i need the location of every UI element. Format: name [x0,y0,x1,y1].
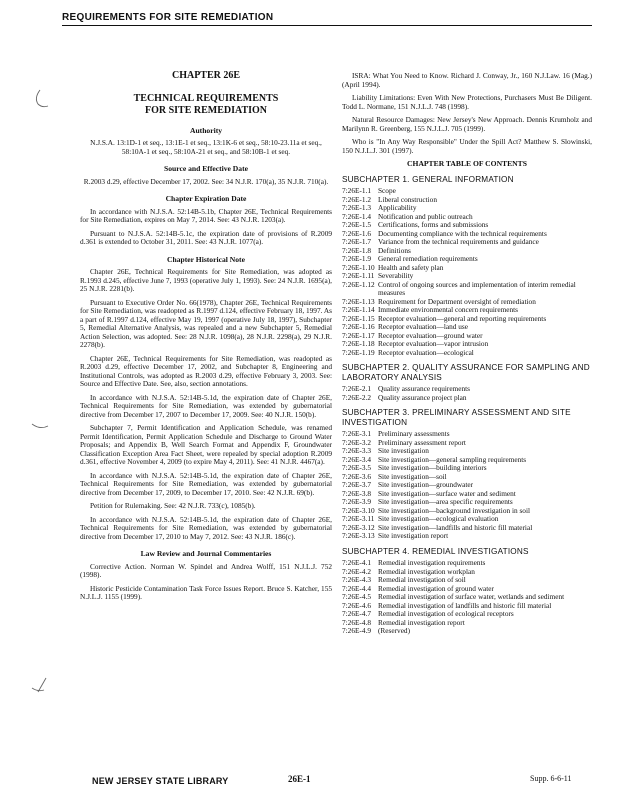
authority-text: N.J.S.A. 13:1D-1 et seq., 13:1E-1 et seq., 13:1K-6 et seq., 58:10-23.11a et seq., 58:10A-1 et seq., 58:10A-21 et seq., and 58:10B-1 et seq. [90,138,322,156]
section-number: 7:26E-3.3 [342,446,371,455]
section-title: Remedial investigation of ground water [378,583,494,593]
section-number: 7:26E-1.9 [342,254,371,263]
section-title: Site investigation report [378,531,449,540]
toc-entry [342,627,592,636]
margin-mark [30,88,52,110]
section-number: 7:26E-1.11 [342,271,375,280]
left-column [80,72,332,607]
section-title: Documenting compliance with the technical requirements [378,228,547,238]
section-number: 7:26E-2.1 [342,384,371,393]
section-title: Remedial investigation of surface water, wetlands and sediment [378,592,565,601]
section-number: 7:26E-1.17 [342,330,375,340]
section-title: Remedial investigation of ecological receptors [378,609,514,618]
margin-mark [30,676,52,696]
section-title: Receptor evaluation—ground water [378,330,483,340]
toc-heading: CHAPTER TABLE OF CONTENTS [407,159,527,168]
law-review-heading: Law Review and Journal Commentaries [140,549,272,558]
section-number: 7:26E-3.12 [342,522,375,532]
section-title: Remedial investigation workplan [378,566,475,576]
section-number: 7:26E-1.2 [342,194,371,204]
section-title: Site investigation—building interiors [378,463,487,472]
history-heading: Chapter Historical Note [167,254,245,264]
paragraph: Pursuant to Executive Order No. 66(1978), Chapter 26E, Technical Requirements for Site Remediation, was readopted as R.1997 d.124, effective February 18, 1997. As a part of R.1997 d.124, effective May 19, 1997 (operative July 18, 1997), Subchapter 5, Remedial Alternative Analysis, was repealed and a new Subchapter 5, Remedial Action Selection, was adopted. See: 28 N.J.R. 1098(a), 28 N.J.R. 2298(a), 29 N.J.R. 2278(b). [80,297,332,349]
section-number: 7:26E-1.5 [342,220,371,229]
section-title: Remedial investigation of landfills and historic fill material [378,600,552,610]
library-stamp: NEW JERSEY STATE LIBRARY [92,776,229,786]
chapter-title-line: FOR SITE REMEDIATION [144,104,268,116]
right-column [342,72,592,636]
section-title: Scope [378,186,396,195]
section-number: 7:26E-4.6 [342,600,371,610]
section-number: 7:26E-1.10 [342,262,375,272]
section-number: 7:26E-2.2 [342,392,371,402]
section-number: 7:26E-4.9 [342,626,371,635]
section-title: Site investigation—background investigation in soil [378,505,531,515]
section-title: Site investigation—area specific requirements [378,497,513,506]
subchapter-heading: SUBCHAPTER 4. REMEDIAL INVESTIGATIONS [342,546,529,556]
section-title: Immediate environmental concern requirements [378,305,519,314]
toc-entry [342,281,592,298]
section-title: Preliminary assessments [378,429,450,438]
section-title: Variance from the technical requirements and guidance [378,237,539,246]
authority-heading: Authority [189,125,223,135]
subchapter-heading: SUBCHAPTER 3. PRELIMINARY ASSESSMENT AND SITE INVESTIGATION [342,408,571,427]
supplement-date: Supp. 6-6-11 [530,774,572,783]
section-number: 7:26E-3.4 [342,454,371,464]
running-head: REQUIREMENTS FOR SITE REMEDIATION [62,12,592,26]
section-title: Requirement for Department oversight of remediation [378,296,536,306]
paragraph: Petition for Rulemaking. See: 42 N.J.R. 733(c), 1085(b). [90,501,256,510]
section-title: Site investigation—landfills and historic fill material [378,522,533,532]
section-title: Site investigation—soil [378,471,447,481]
section-title: Site investigation—general sampling requirements [378,454,527,464]
subchapter-heading: SUBCHAPTER 2. QUALITY ASSURANCE FOR SAMPLING AND LABORATORY ANALYSIS [342,363,590,382]
section-number: 7:26E-3.11 [342,514,375,523]
section-number: 7:26E-3.7 [342,480,371,489]
expiration-heading: Chapter Expiration Date [165,194,247,203]
section-number: 7:26E-1.19 [342,347,375,357]
paragraph: In accordance with N.J.S.A. 52:14B-5.1d, the expiration date of Chapter 26E, Technical Requirements for Site Remediation, was extended by gubernatorial directive from December 17, 2010 to May 7, 2012. See: 43 N.J.R. 186(c). [80,514,332,541]
section-number: 7:26E-3.2 [342,437,371,447]
subchapter-heading: SUBCHAPTER 1. GENERAL INFORMATION [342,174,514,184]
section-title: (Reserved) [378,626,411,635]
section-title: Site investigation—ecological evaluation [378,514,499,523]
chapter-title [80,93,332,117]
source-heading: Source and Effective Date [163,164,248,173]
section-title: Definitions [378,245,411,255]
section-number: 7:26E-3.8 [342,488,371,498]
section-number: 7:26E-1.13 [342,296,375,306]
section-title: Certifications, forms and submissions [378,220,489,229]
paragraph: In accordance with N.J.S.A. 52:14B-5.1d, the expiration date of Chapter 26E, Technical Requirements for Site Remediation, was extended by gubernatorial directive from December 17, 2007 to December 17, 2009. See: 40 N.J.R. 150(b). [80,392,332,419]
toc-entry [342,532,592,541]
section-number: 7:26E-1.12 [342,279,375,289]
section-number: 7:26E-3.1 [342,429,371,438]
table-of-contents [342,175,592,636]
section-number: 7:26E-1.14 [342,305,375,314]
section-number: 7:26E-3.10 [342,505,375,515]
section-number: 7:26E-1.1 [342,186,371,195]
paragraph: Chapter 26E, Technical Requirements for Site Remediation, was adopted as R.1993 d.245, effective June 7, 1993 (operative July 1, 1993). See: 24 N.J.R. 1695(a), 25 N.J.R. 2281(b). [80,267,332,293]
section-title: Receptor evaluation—vapor intrusion [378,339,489,348]
paragraph: Historic Pesticide Contamination Task Force Issues Report. Bruce S. Katcher, 155 N.J.L.J. 1155 (1999). [80,583,332,601]
section-number: 7:26E-3.13 [342,531,375,540]
section-title: Notification and public outreach [378,211,473,221]
chapter-title-line: TECHNICAL REQUIREMENTS [133,92,279,104]
section-title: Health and safety plan [378,262,444,272]
section-title: General remediation requirements [378,254,478,263]
section-number: 7:26E-1.7 [342,237,371,246]
section-number: 7:26E-1.6 [342,228,371,238]
section-title: Receptor evaluation—land use [378,322,468,331]
paragraph: ISRA: What You Need to Know. Richard J. Conway, Jr., 160 N.J.Law. 16 (Mag.) (April 1994). [342,71,592,89]
section-number: 7:26E-3.5 [342,463,371,472]
section-title: Remedial investigation of soil [378,575,466,584]
section-title: Quality assurance requirements [378,384,470,393]
section-title: Remedial investigation requirements [378,558,486,567]
section-number: 7:26E-3.6 [342,471,371,481]
section-number: 7:26E-1.16 [342,322,375,331]
section-number: 7:26E-3.9 [342,497,371,506]
section-title: Applicability [378,203,417,212]
toc-entry [342,394,592,403]
section-title: Severability [378,271,414,280]
section-title: Remedial investigation report [378,617,465,627]
paragraph: In accordance with N.J.S.A. 52:14B-5.1b, Chapter 26E, Technical Requirements for Site Remediation, expires on May 7, 2014. See: 43 N.J.R. 1203(a). [80,206,332,224]
section-title: Preliminary assessment report [378,437,466,447]
section-number: 7:26E-4.2 [342,566,371,576]
section-title: Quality assurance project plan [378,392,467,402]
section-number: 7:26E-1.8 [342,245,371,255]
section-number: 7:26E-4.1 [342,558,371,567]
section-title: Site investigation—surface water and sediment [378,488,516,498]
section-number: 7:26E-4.8 [342,617,371,627]
section-number: 7:26E-1.3 [342,203,371,212]
source-text: R.2003 d.29, effective December 17, 2002. See: 34 N.J.R. 170(a), 35 N.J.R. 710(a). [83,176,329,186]
toc-entry [342,349,592,358]
section-title: Liberal construction [378,194,437,204]
paragraph: Corrective Action. Norman W. Spindel and Andrea Wolff, 151 N.J.L.J. 752 (1998). [80,561,332,579]
section-number: 7:26E-4.3 [342,575,371,584]
paragraph: Chapter 26E, Technical Requirements for Site Remediation, was readopted as R.2003 d.29, effective December 17, 2002, and Subchapter 8, Engineering and Institutional Controls, was adopted as R.2003 d.29, effective February 3, 2003. See: Source and Effective Date. See, also, section annotations. [80,353,332,388]
paragraph: Natural Resource Damages: New Jersey's New Approach. Dennis Krumholz and Marilynn R. Greenberg, 155 N.J.L.J. 705 (1999). [342,115,592,133]
paragraph: Liability Limitations: Even With New Protections, Purchasers Must Be Diligent. Todd L. Normane, 151 N.J.L.J. 748 (1998). [342,93,592,111]
page-number: 26E-1 [288,774,311,784]
paragraph: Pursuant to N.J.S.A. 52:14B-5.1c, the expiration date of provisions of R.2009 d.361 is extended to October 31, 2011. See: 43 N.J.R. 1077(a). [80,228,332,246]
section-title: Site investigation—groundwater [378,480,474,489]
section-number: 7:26E-1.15 [342,313,375,323]
section-number: 7:26E-4.5 [342,592,371,601]
paragraph: Who is "In Any Way Responsible" Under the Spill Act? Matthew S. Slowinski, 150 N.J.L.J. 301 (1997). [342,137,592,155]
section-number: 7:26E-4.7 [342,609,371,618]
paragraph: Subchapter 7, Permit Identification and Application Schedule, was renamed Permit Identification, Permit Application Schedule and Discharge to Ground Water Proposals; and Appendix B, Well Search Format and Appendix F, Groundwater Classification Exception Area Fact Sheet, were repealed by special adoption R.2009 d.361, effective November 4, 2009 (to expire May 4, 2011). See: 41 N.J.R. 4467(a). [80,423,332,466]
section-title: Receptor evaluation—ecological [378,347,474,357]
margin-mark [30,420,52,432]
section-number: 7:26E-1.18 [342,339,375,348]
chapter-number: CHAPTER 26E [171,70,241,81]
section-title: Receptor evaluation—general and reporting requirements [378,313,547,323]
section-number: 7:26E-4.4 [342,583,371,593]
paragraph: In accordance with N.J.S.A. 52:14B-5.1d, the expiration date of Chapter 26E, Technical Requirements for Site Remediation, was extended by gubernatorial directive from December 17, 2009, to December 17, 2010. See: 42 N.J.R. 69(b). [80,470,332,497]
section-title: Site investigation [378,446,429,455]
section-title: Control of ongoing sources and implementation of interim remedial measures [378,279,576,297]
section-number: 7:26E-1.4 [342,211,371,221]
